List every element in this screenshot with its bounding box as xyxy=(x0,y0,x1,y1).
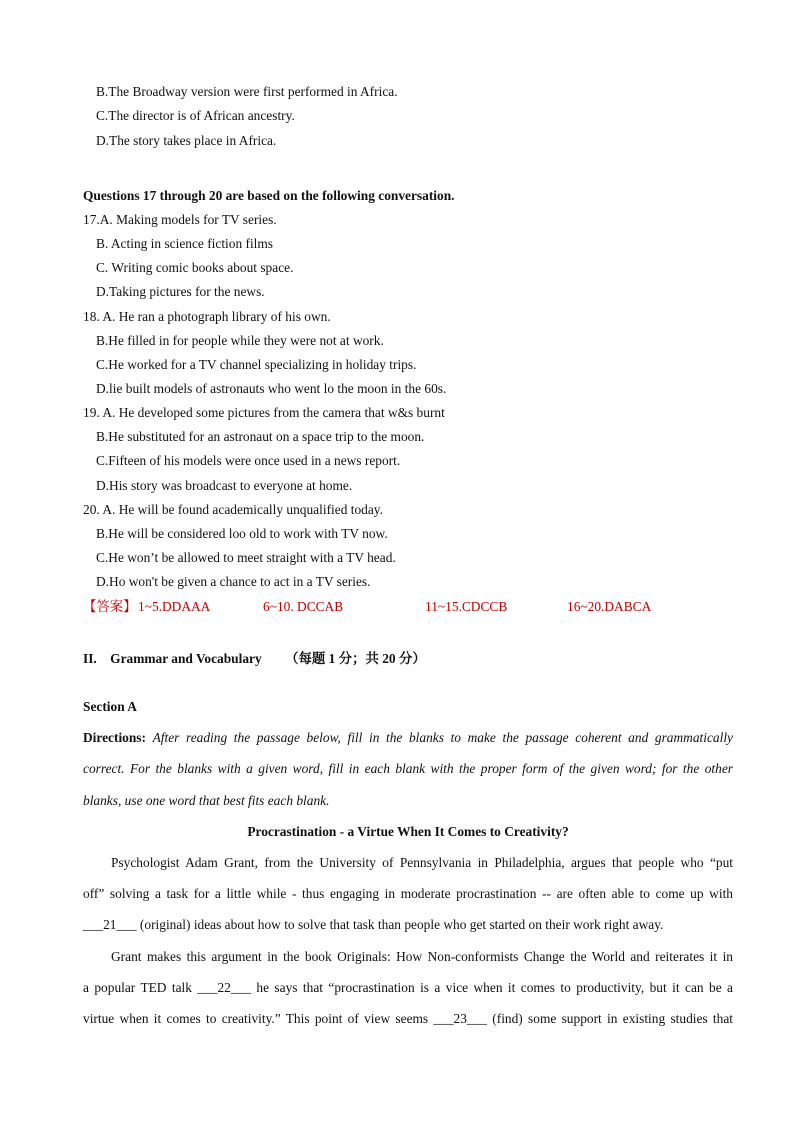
passage-line-4: Grant makes this argument in the book Originals: How Non-conformists Change the World and reiterates it in xyxy=(111,949,733,964)
directions-text-1: After reading the passage below, fill in the blanks to make the passage coherent and grammatically xyxy=(152,730,733,745)
question-17: 17.A. Making models for TV series. xyxy=(83,212,277,227)
passage-line-3: ___21___ (original) ideas about how to solve that task than people who get started on their work right away. xyxy=(83,917,664,932)
answer-group-4: 16~20.DABCA xyxy=(567,599,652,614)
question-17-option-d: D.Taking pictures for the news. xyxy=(96,284,265,299)
answer-group-2: 6~10. DCCAB xyxy=(263,599,344,614)
question-17-option-c: C. Writing comic books about space. xyxy=(96,260,294,275)
passage-line-2: off” solving a task for a little while - thus engaging in moderate procrastination -- are often able to come up with xyxy=(83,886,733,901)
passage-title: Procrastination - a Virtue When It Comes to Creativity? xyxy=(247,824,569,839)
question-19-option-b: B.He substituted for an astronaut on a space trip to the moon. xyxy=(96,429,425,444)
section-a-heading: Section A xyxy=(83,699,137,714)
passage-line-1: Psychologist Adam Grant, from the University of Pennsylvania in Philadelphia, argues that people who “put xyxy=(111,855,733,870)
passage-line-5: a popular TED talk ___22___ he says that “procrastination is a vice when it comes to productivity, but it can be a xyxy=(83,980,733,995)
question-20-option-c: C.He won’t be allowed to meet straight with a TV head. xyxy=(96,550,396,565)
question-20-option-d: D.Ho won't be given a chance to act in a TV series. xyxy=(96,574,371,589)
directions-label: Directions: xyxy=(83,730,146,745)
question-19: 19. A. He developed some pictures from the camera that w&s burnt xyxy=(83,405,445,420)
question-18-option-d: D.lie built models of astronauts who went lo the moon in the 60s. xyxy=(96,381,447,396)
option-c-prev: C.The director is of African ancestry. xyxy=(96,108,295,123)
directions-line-1 xyxy=(83,730,733,746)
answer-group-1: 1~5.DDAAA xyxy=(138,599,211,614)
question-18-option-c: C.He worked for a TV channel specializing in holiday trips. xyxy=(96,357,417,372)
option-b-prev: B.The Broadway version were first performed in Africa. xyxy=(96,84,398,99)
question-17-option-b: B. Acting in science fiction films xyxy=(96,236,274,251)
question-20: 20. A. He will be found academically unqualified today. xyxy=(83,502,383,517)
conversation-heading: Questions 17 through 20 are based on the following conversation. xyxy=(83,188,455,203)
section-title: II. Grammar and Vocabulary （每题 1 分；共 20 分） xyxy=(83,651,426,666)
option-d-prev: D.The story takes place in Africa. xyxy=(96,133,277,148)
question-19-option-c: C.Fifteen of his models were once used in a news report. xyxy=(96,453,401,468)
answer-label: 【答案】 xyxy=(83,599,137,614)
question-18-option-b: B.He filled in for people while they were not at work. xyxy=(96,333,384,348)
directions-line-2: correct. For the blanks with a given word, fill in each blank with the proper form of the given word; for the other xyxy=(83,761,733,776)
question-18: 18. A. He ran a photograph library of his own. xyxy=(83,309,331,324)
question-19-option-d: D.His story was broadcast to everyone at home. xyxy=(96,478,353,493)
passage-line-6: virtue when it comes to creativity.” This point of view seems ___23___ (find) some support in existing studies that xyxy=(83,1011,733,1026)
directions-line-3: blanks, use one word that best fits each blank. xyxy=(83,793,330,808)
question-20-option-b: B.He will be considered loo old to work with TV now. xyxy=(96,526,388,541)
answer-group-3: 11~15.CDCCB xyxy=(425,599,508,614)
